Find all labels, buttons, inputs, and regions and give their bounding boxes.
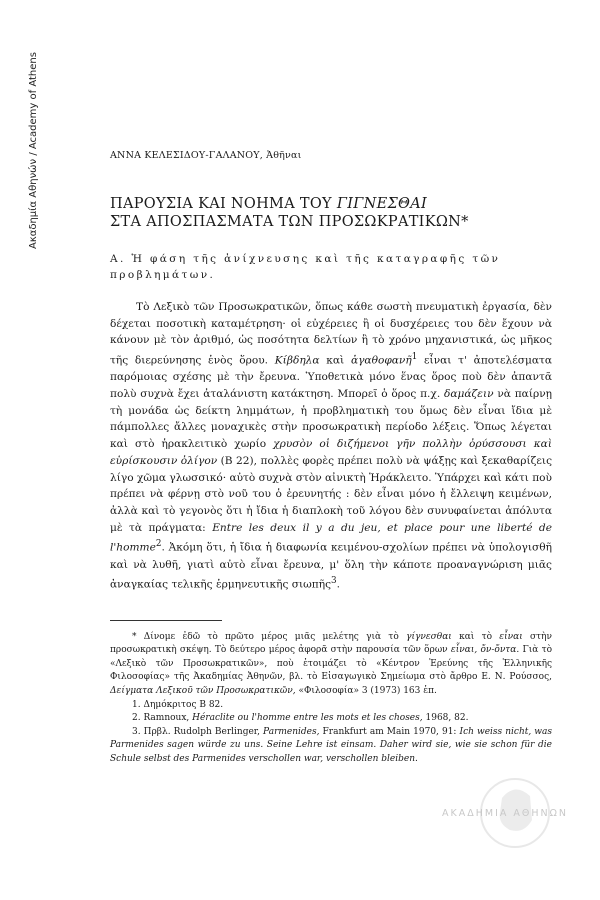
body-text-run: καὶ [319,354,351,367]
note-text-run: Γιὰ τὸ «Λεξικὸ τῶν Προσωκρατικῶν», ποὺ ἑτοιμάζει τὸ «Κέντρον Ἐρεύνης τῆς Ἑλληνικῆς Φιλοσοφίας» τῆς Ἀκαδημίας Ἀθηνῶν, βλ. τὸ Εἰσαγωγικὸ Σημείωμα στὸ ἄρθρο Ε. Ν. Ρούσσος, [110,645,552,683]
body-text-run: Τὸ Λεξικὸ τῶν Προσωκρατικῶν, ὅπως κάθε σωστὴ πνευματικὴ ἐργασία, δὲν δέχεται ποσοτικὴ καταμέτρηση· οἱ εὐχέρειες ἢ οἱ δυσχέρειες του δὲν ἔχουν νὰ κάνουν μὲ τὸν ἀριθμό, ὡς ποσότητα δελτίων ἢ τὸ χρόνο μηχανιστικά, ὡς μῆκος τῆς διερεύνησης ἑνὸς ὅρου. [110,301,552,367]
body-text-run: εἶναι τ' ἀποτελέσματα παρόμοιας σχέσης μὲ τὴν ἔρευνα. Ὑποθετικὰ μόνο ἕνας ὅρος ποὺ δὲν ἀπαντᾶ πολὺ συχνὰ ἔχει ἀταλάνιστη κατάκτηση. Μπορεῖ ὁ ὅρος π.χ. [110,354,552,401]
footnote-ref-2: 2 [155,539,162,550]
french-quote: Entre les deux il y a du jeu, et place pour une liberté de l'homme [110,521,552,554]
section-heading: Α. Ἡ φάση τῆς ἀνίχνευσης καὶ τῆς καταγραφῆς τῶν προβλημάτων. [110,253,501,281]
footnote-ref-3: 3 [331,576,337,587]
note-text-run: 1968, 82. [422,713,469,724]
title-line1-text: ΠΑΡΟΥΣΙΑ ΚΑΙ ΝΟΗΜΑ ΤΟΥ [110,196,337,212]
note-text-run: καὶ τὸ [451,631,500,642]
footnotes [110,631,552,767]
note-italic-run: γίγνεσθαι [406,631,452,642]
article-title [110,195,552,231]
body-italic-run: δαμάζειν [443,388,494,401]
footnote-2 [110,712,552,726]
article-page [110,150,552,766]
body-italic-run: Κίβδηλα [274,354,320,367]
note-italic-run: Héraclite ou l'homme entre les mots et les choses, [192,713,423,724]
body-text-run: νὰ παίρνῃ τὴ μονάδα ὡς δείκτη λημμάτων, ἡ προβληματικὴ του ὅμως δὲν εἶναι ἴδια μὲ πάμπολλες ἄλλες μοναχικὲς στὴν προσωκρατικὴ περίοδο λέξεις. Ὅπως λέγεται καὶ στὸ ἡρακλειτικὸ χωρίο [110,388,552,451]
note-italic-run: Parmenides, [263,726,320,737]
footnote-3 [110,726,552,767]
note-text-run: 2. Ramnoux, [132,713,193,724]
note-italic-run: Ich weiss nicht, was Parmenides sagen würde zu uns. Seine Lehre ist einsam. Daher wird sie, wie sie schon für die Schule selbst des Parmenides verschollen war, verschollen bleiben. [110,726,552,764]
note-text-run: «Φιλοσοφία» 3 (1973) 163 ἑπ. [295,685,437,696]
note-italic-run: εἶναι, ὄν-ὄντα. [450,645,520,656]
body-paragraph [110,299,552,594]
note-text-run: 3. Πρβλ. Rudolph Berlinger, [132,726,264,737]
watermark-text: ΑΚΑΔΗΜΙΑ ΑΘΗΝΩΝ [442,808,568,819]
note-italic-run: εἶναι [499,631,523,642]
body-text-run: . [336,578,341,591]
body-italic-run: ἀγαθοφανῆ [350,354,412,367]
title-line2-text: ΣΤΑ ΑΠΟΣΠΑΣΜΑΤΑ ΤΩΝ ΠΡΟΣΩΚΡΑΤΙΚΩΝ* [110,214,469,230]
footnote-star [110,631,552,699]
body-text-run: . Ἀκόμη ὅτι, ἡ ἴδια ἡ διαφωνία κειμένου-σχολίων πρέπει νὰ ὑπολογισθῆ καὶ νὰ λυθῆ, γιατὶ αὐτὸ εἶναι ἔρευνα, μ' ὅλη τὴν κάποτε προαναγνώριση μιᾶς ἀναγκαίας τελικῆς ἑρμηνευτικῆς σιωπῆς [110,541,552,591]
note-text-run: Frankfurt am Main 1970, 91: [319,726,460,737]
footnote-ref-1: 1 [411,352,418,363]
title-line1-italic: ΓΙΓΝΕΣΘΑΙ [336,196,427,212]
note-text-run: * Δίνομε ἐδῶ τὸ πρῶτο μέρος μιᾶς μελέτης γιὰ τὸ [132,631,407,642]
heraclitus-quote: χρυσὸν οἱ διζήμενοι γῆν πολλὴν ὀρύσσουσι καὶ εὑρίσκουσιν ὀλίγον [110,438,552,467]
body-text-run: (Β 22), πολλὲς φορὲς πρέπει πολὺ νὰ ψάξῃς καὶ ξεκαθαρίζεις λίγο χῶμα γλωσσικό· αὐτὸ συχνὰ στὸν αἰνικτὴ Ἡράκλειτο. Ὑπάρχει καὶ κάτι ποὺ πρέπει νὰ φέρνῃ στὸ νοῦ του ὁ ἐρευνητής : δὲν εἶναι μόνο ἡ ἔλλειψη κειμένων, ἀλλὰ καὶ τὸ γεγονὸς ὅτι ἡ ἴδια ἡ διαπλοκὴ τοῦ λόγου δὲν συνυφαίνεται ἀπόλυτα μὲ τὰ πράγματα: [110,454,553,534]
archive-side-label: Ακαδημία Αθηνών / Academy of Athens [28,52,39,249]
note-text-run: στὴν προσωκρατικὴ σκέψη. Τὸ δεύτερο μέρος ἀφορᾶ στὴν παρουσία τῶν ὅρων [110,631,552,656]
body-text [110,299,552,594]
footnote-divider [110,620,222,621]
author-line: ΑΝΝΑ ΚΕΛΕΣΙΔΟΥ-ΓΑΛΑΝΟΥ, Ἀθῆναι [110,150,302,161]
footnote-1: 1. Δημόκριτος Β 82. [132,699,224,710]
note-italic-run: Δείγματα Λεξικοῦ τῶν Προσωκρατικῶν, [110,685,296,696]
